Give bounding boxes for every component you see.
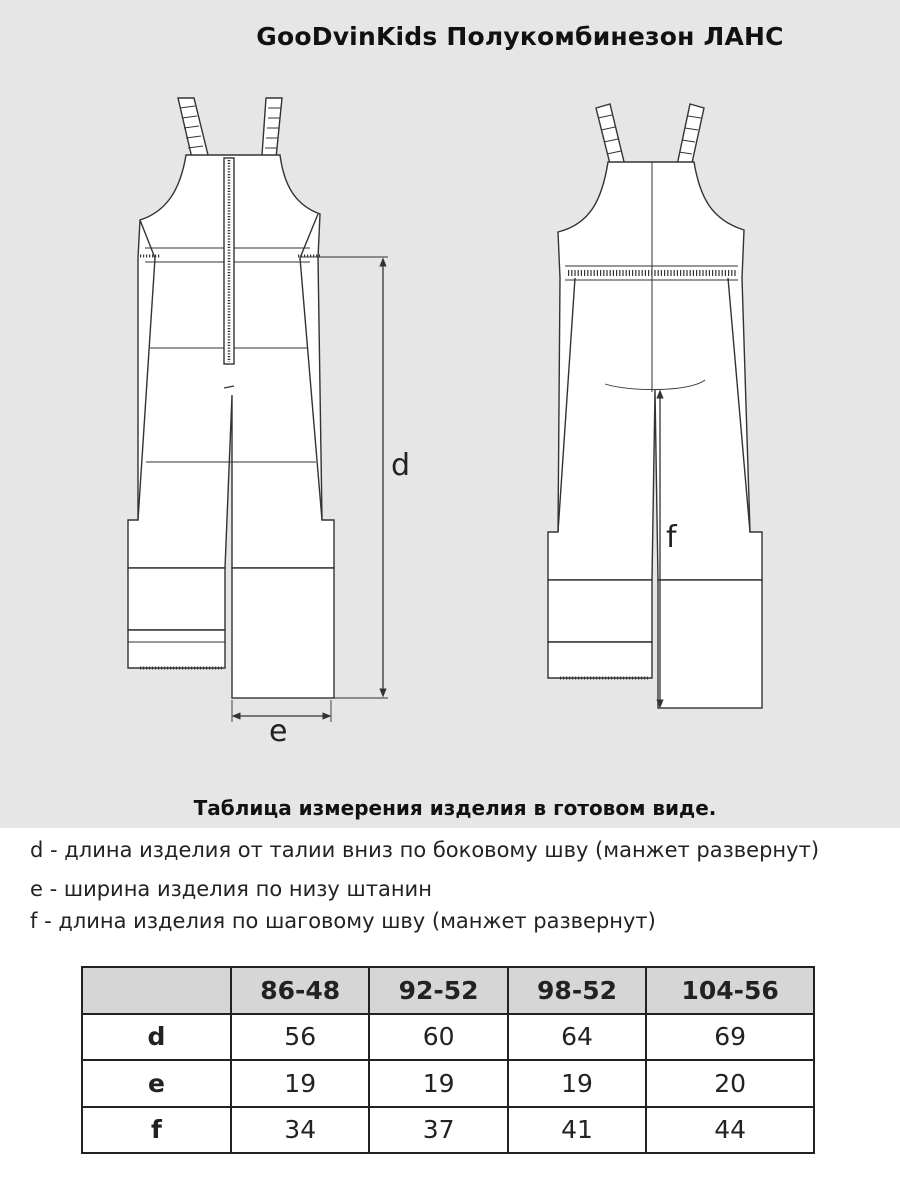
size-header: 92-52 — [369, 967, 507, 1014]
dimension-label-d: d — [391, 448, 411, 483]
table-cell: 56 — [231, 1014, 369, 1061]
table-cell: 20 — [646, 1060, 814, 1107]
size-header: 104-56 — [646, 967, 814, 1014]
table-cell: 60 — [369, 1014, 507, 1061]
table-cell: 41 — [508, 1107, 646, 1154]
row-label: d — [82, 1014, 231, 1061]
back-view-drawing — [548, 104, 762, 708]
table-cell: 37 — [369, 1107, 507, 1154]
table-cell: 19 — [508, 1060, 646, 1107]
front-left-strap — [178, 98, 208, 158]
page-title: GooDvinKids Полукомбинезон ЛАНС — [256, 22, 784, 51]
row-label: f — [82, 1107, 231, 1154]
table-row — [82, 1014, 814, 1061]
row-label: e — [82, 1060, 231, 1107]
front-right-cuff — [232, 568, 334, 698]
dimension-label-f: f — [666, 520, 677, 555]
legend-line-e: e - ширина изделия по низу штанин — [30, 877, 432, 901]
dimension-label-e: e — [269, 714, 288, 749]
table-header-row — [82, 967, 814, 1014]
table-corner-cell — [82, 967, 231, 1014]
table-cell: 64 — [508, 1014, 646, 1061]
legend-line-f: f - длина изделия по шаговому шву (манжет развернут) — [30, 909, 656, 933]
size-header: 98-52 — [508, 967, 646, 1014]
size-table — [81, 966, 815, 1154]
table-caption: Таблица измерения изделия в готовом виде. — [193, 796, 717, 820]
legend-line-d: d - длина изделия от талии вниз по боковому шву (манжет развернут) — [30, 838, 820, 862]
back-left-cuff — [548, 580, 652, 642]
table-row — [82, 1060, 814, 1107]
table-cell: 19 — [369, 1060, 507, 1107]
table-cell: 19 — [231, 1060, 369, 1107]
table-cell: 34 — [231, 1107, 369, 1154]
back-right-cuff — [658, 580, 762, 708]
front-left-cuff — [128, 568, 225, 630]
size-header: 86-48 — [231, 967, 369, 1014]
table-row — [82, 1107, 814, 1154]
table-cell: 44 — [646, 1107, 814, 1154]
table-cell: 69 — [646, 1014, 814, 1061]
front-view-drawing — [128, 98, 334, 698]
back-body-outline — [548, 162, 762, 580]
